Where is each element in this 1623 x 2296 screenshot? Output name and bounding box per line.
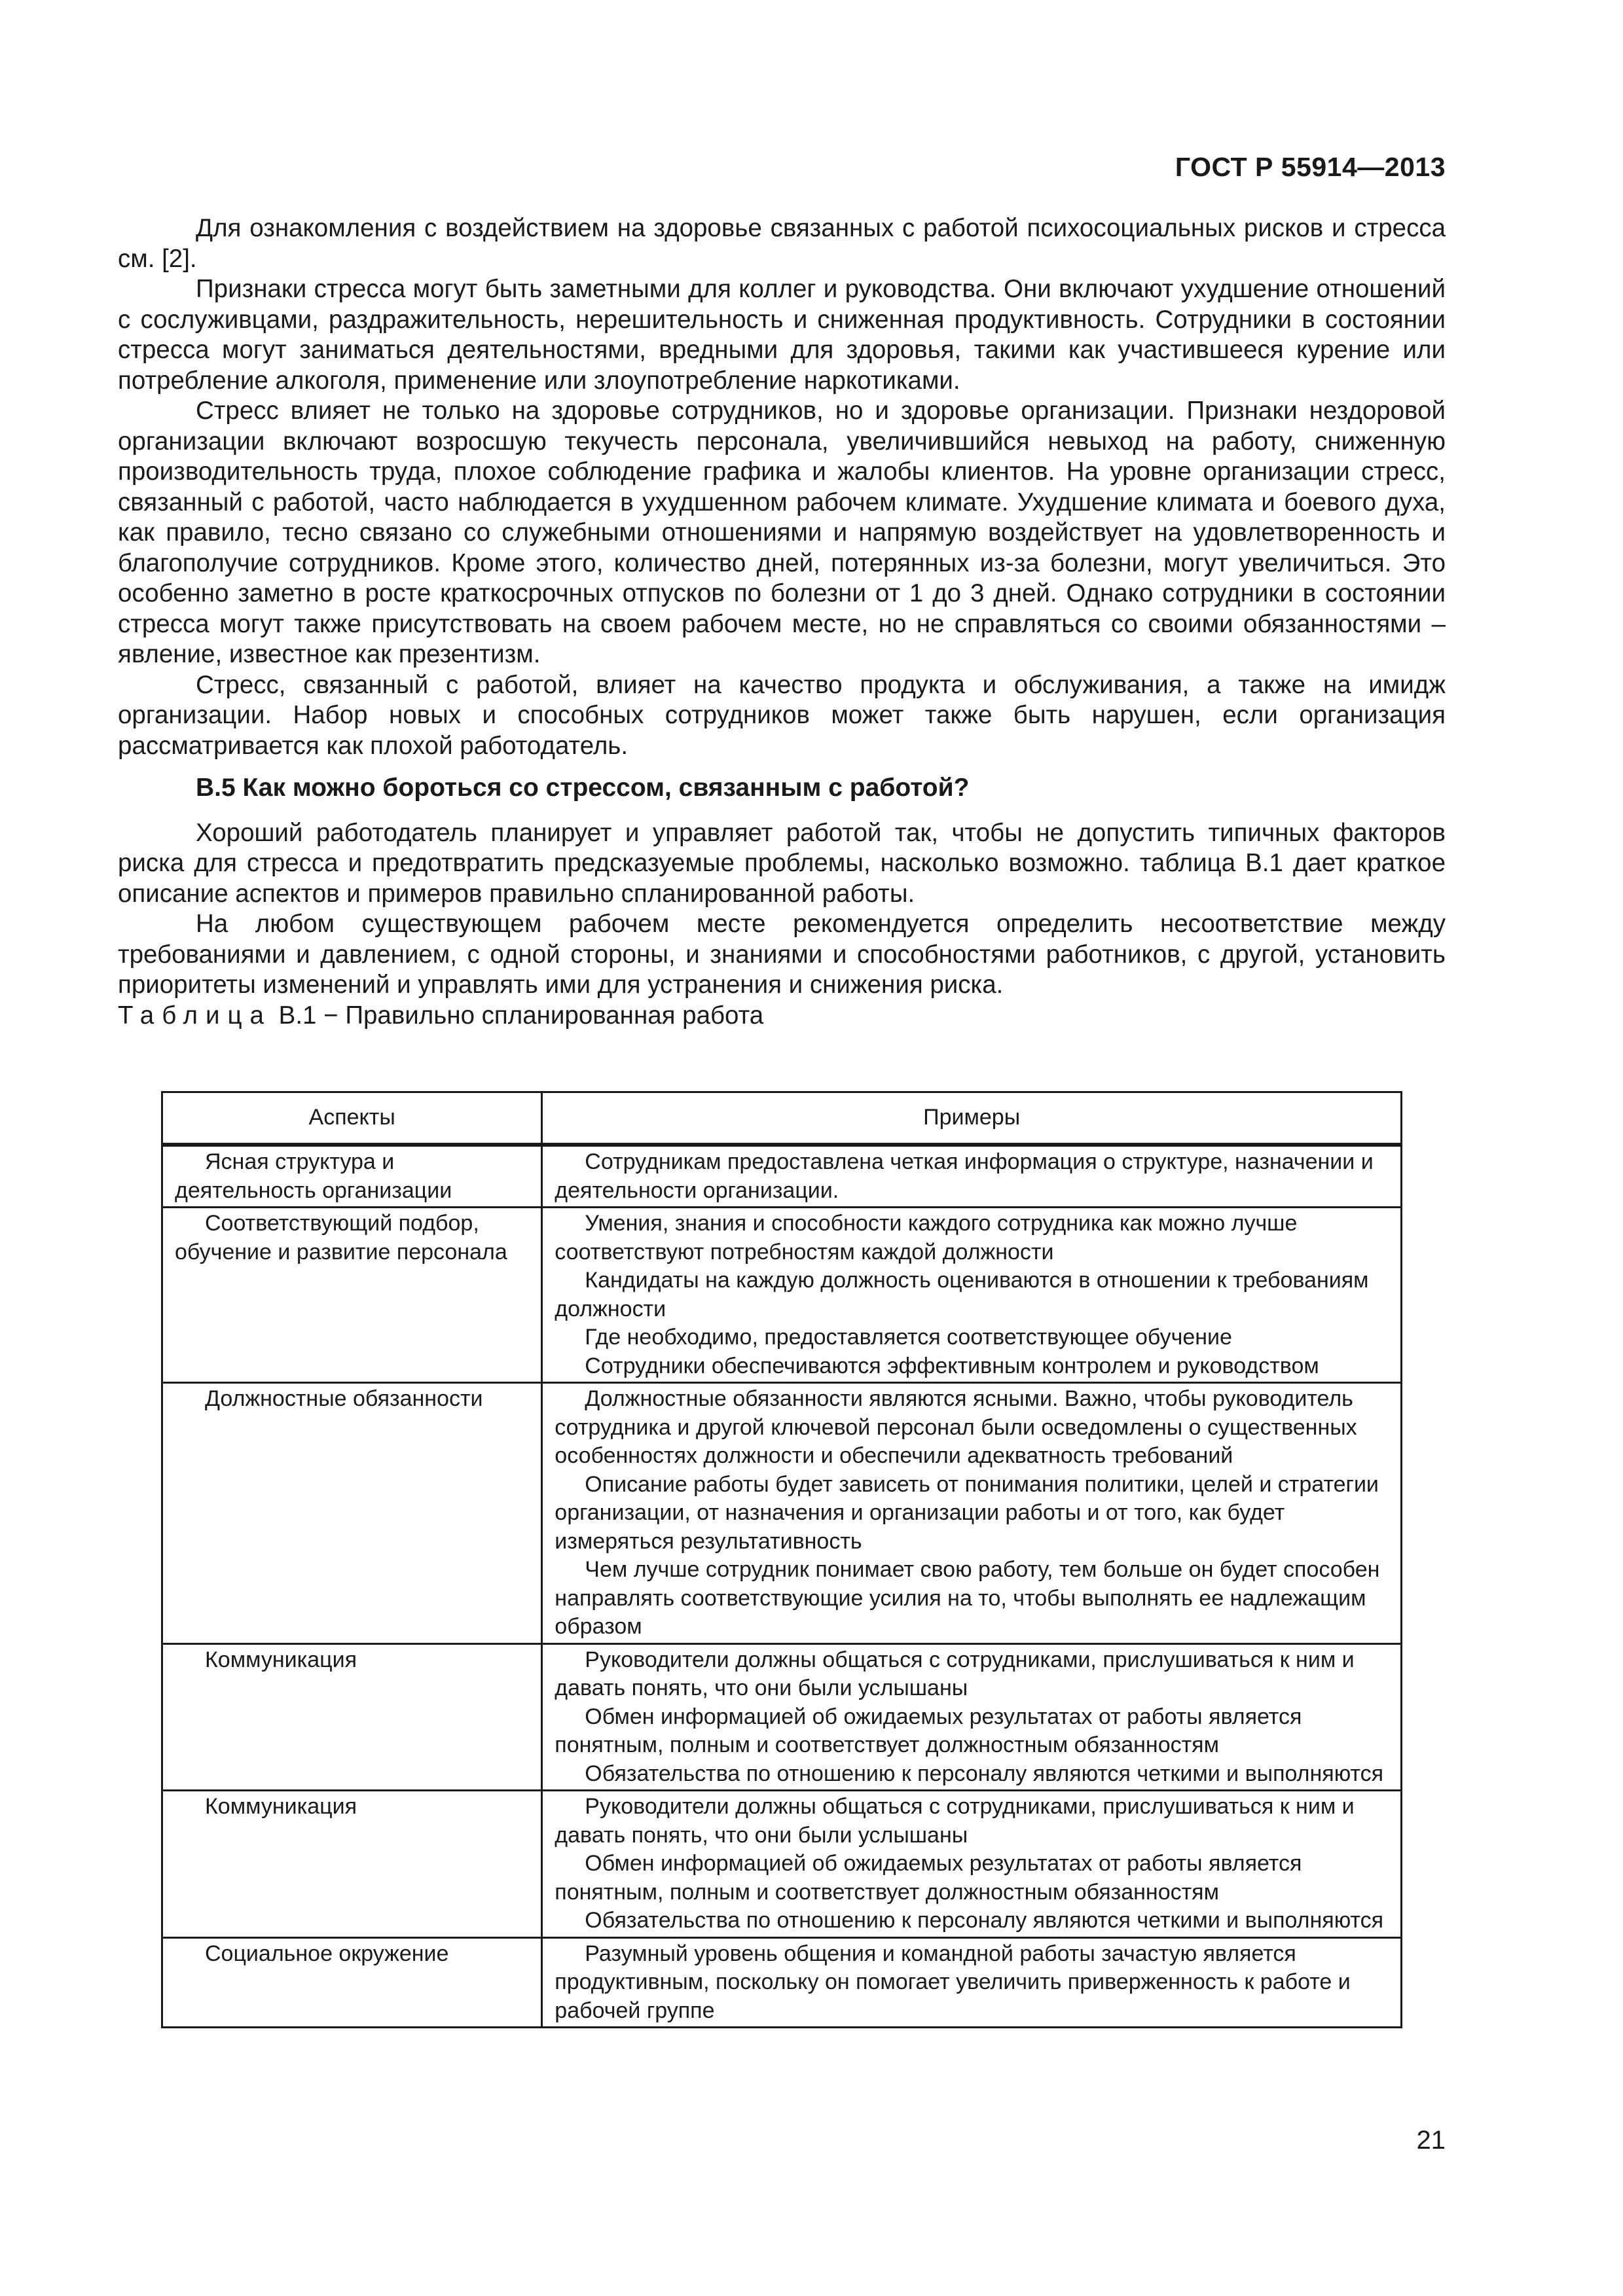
aspects-examples-table	[161, 1091, 1402, 2028]
example-text: Руководители должны общаться с сотрудниками, прислушиваться к ним и давать понять, что они были услышаны	[555, 1794, 1355, 1848]
example-text: Обязательства по отношению к персоналу являются четкими и выполняются	[585, 1908, 1384, 1933]
table-caption	[118, 1001, 1446, 1031]
aspect-text: Коммуникация	[205, 1647, 357, 1672]
example-text: Описание работы будет зависеть от понимания политики, целей и стратегии организации, от назначения и организации работы и от того, как будет измеряться результативность	[555, 1471, 1379, 1554]
aspect-cell	[162, 1937, 542, 2028]
aspect-cell	[162, 1383, 542, 1644]
table-row	[162, 1643, 1402, 1791]
example-text: Кандидаты на каждую должность оцениваются в отношении к требованиям должности	[555, 1268, 1369, 1321]
paragraph: Стресс влияет не только на здоровье сотрудников, но и здоровье организации. Признаки нездоровой организации включают возросшую текучесть персонала, увеличившийся невыход на работу, сниженную производительность труда, плохое соблюдение графика и жалобы клиентов. На уровне организации стресс, связанный с работой, часто наблюдается в ухудшенном рабочем климате. Ухудшение климата и боевого духа, как правило, тесно связано со служебными отношениями и напрямую воздействует на удовлетворенность и благополучие сотрудников. Кроме этого, количество дней, потерянных из-за болезни, могут увеличиться. Это особенно заметно в росте краткосрочных отпусков по болезни от 1 до 3 дней. Однако сотрудники в состоянии стресса могут также присутствовать на своем рабочем месте, но не справляться со своими обязанностями – явление, известное как презентизм.	[118, 397, 1446, 668]
paragraph: Для ознакомления с воздействием на здоровье связанных с работой психосоциальных рисков и стресса см. [2].	[118, 214, 1446, 273]
aspect-text: Ясная структура и деятельность организации	[175, 1149, 452, 1203]
example-text: Должностные обязанности являются ясными. Важно, чтобы руководитель сотрудника и другой ключевой персонал были осведомлены о существенных особенностях должности и обеспечили адекватность требований	[555, 1386, 1357, 1468]
table-header-row	[162, 1092, 1402, 1145]
example-text: Обмен информацией об ожидаемых результатах от работы является понятным, полным и соответствует должностным обязанностям	[555, 1704, 1302, 1757]
examples-cell	[542, 1145, 1402, 1208]
example-text: Сотрудникам предоставлена четкая информация о структуре, назначении и деятельности организации.	[555, 1149, 1374, 1203]
aspect-cell	[162, 1145, 542, 1208]
aspect-text: Коммуникация	[205, 1794, 357, 1819]
example-text: Руководители должны общаться с сотрудниками, прислушиваться к ним и давать понять, что они были услышаны	[555, 1647, 1355, 1700]
aspect-text: Должностные обязанности	[205, 1386, 483, 1411]
example-text: Разумный уровень общения и командной работы зачастую является продуктивным, поскольку он помогает увеличить приверженность к работе и рабочей группе	[555, 1941, 1351, 2023]
aspect-text: Соответствующий подбор, обучение и развитие персонала	[175, 1211, 507, 1265]
section-heading: В.5 Как можно бороться со стрессом, связанным с работой?	[196, 774, 970, 802]
aspect-cell	[162, 1643, 542, 1791]
aspect-text: Социальное окружение	[205, 1941, 449, 1966]
example-text: Чем лучше сотрудник понимает свою работу, тем больше он будет способен направлять соответствующие усилия на то, чтобы выполнять ее надлежащим образом	[555, 1557, 1380, 1639]
document-code-header: ГОСТ Р 55914—2013	[1175, 152, 1446, 182]
example-text: Обмен информацией об ожидаемых результатах от работы является понятным, полным и соответствует должностным обязанностям	[555, 1851, 1302, 1905]
column-header-aspects: Аспекты	[162, 1092, 542, 1145]
table-row	[162, 1383, 1402, 1644]
example-text: Где необходимо, предоставляется соответствующее обучение	[585, 1325, 1232, 1350]
examples-cell	[542, 1208, 1402, 1383]
table-row	[162, 1937, 1402, 2028]
page-number: 21	[1416, 2126, 1446, 2155]
paragraph: На любом существующем рабочем месте рекомендуется определить несоответствие между требованиями и давлением, с одной стороны, и знаниями и способностями работников, с другой, установить приоритеты изменений и управлять ими для устранения и снижения риска.	[118, 910, 1446, 999]
column-header-examples: Примеры	[542, 1092, 1402, 1145]
table-caption-title: В.1 − Правильно спланированная работа	[278, 1001, 764, 1030]
paragraph: Признаки стресса могут быть заметными для коллег и руководства. Они включают ухудшение отношений с сослуживцами, раздражительность, нерешительность и сниженная продуктивность. Сотрудники в состоянии стресса могут заниматься деятельностями, вредными для здоровья, такими как участившееся курение или потребление алкоголя, применение или злоупотребление наркотиками.	[118, 275, 1446, 395]
examples-cell	[542, 1383, 1402, 1644]
table-caption-label: Таблица	[118, 1001, 272, 1030]
aspect-cell	[162, 1791, 542, 1938]
examples-cell	[542, 1791, 1402, 1938]
paragraph: Стресс, связанный с работой, влияет на качество продукта и обслуживания, а также на имидж организации. Набор новых и способных сотрудников может также быть нарушен, если организация рассматривается как плохой работодатель.	[118, 670, 1446, 760]
table-row	[162, 1145, 1402, 1208]
examples-cell	[542, 1937, 1402, 2028]
table-row	[162, 1208, 1402, 1383]
body-text	[118, 213, 1446, 1031]
paragraph: Хороший работодатель планирует и управляет работой так, чтобы не допустить типичных факторов риска для стресса и предотвратить предсказуемые проблемы, насколько возможно. таблица В.1 дает краткое описание аспектов и примеров правильно спланированной работы.	[118, 818, 1446, 908]
examples-cell	[542, 1643, 1402, 1791]
example-text: Сотрудники обеспечиваются эффективным контролем и руководством	[585, 1353, 1319, 1378]
aspect-cell	[162, 1208, 542, 1383]
example-text: Обязательства по отношению к персоналу являются четкими и выполняются	[585, 1761, 1384, 1786]
table-row	[162, 1791, 1402, 1938]
example-text: Умения, знания и способности каждого сотрудника как можно лучше соответствуют потребностям каждой должности	[555, 1211, 1298, 1265]
